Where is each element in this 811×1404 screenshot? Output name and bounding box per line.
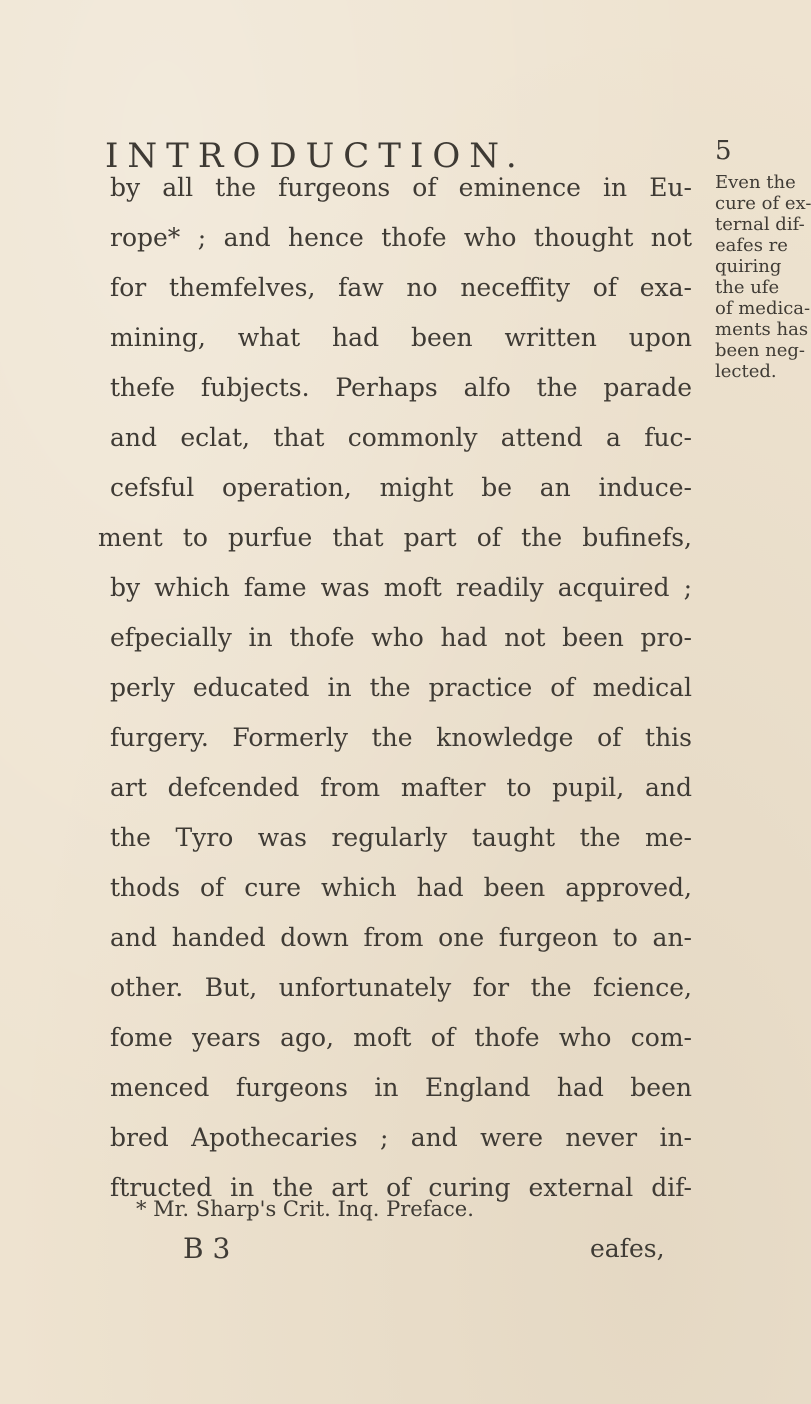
body-line: thods of cure which had been approved,: [110, 873, 692, 902]
facing-page-line: quiring: [715, 256, 782, 277]
body-line: perly educated in the practice of medical: [110, 673, 692, 702]
body-line: other. But, unfortunately for the fcience,: [110, 973, 692, 1002]
body-line: ftructed in the art of curing external dif-: [110, 1173, 692, 1202]
body-line: rope* ; and hence thofe who thought not: [110, 223, 692, 252]
facing-page-number: 5: [715, 136, 732, 166]
facing-page-line: the ufe: [715, 277, 780, 298]
facing-page-line: eafes re: [715, 235, 788, 256]
signature-mark: B 3: [183, 1232, 231, 1265]
footnote: * Mr. Sharp's Crit. Inq. Preface.: [136, 1197, 474, 1221]
body-text: [98, 163, 692, 1213]
body-line: fome years ago, moft of thofe who com-: [110, 1023, 692, 1052]
facing-page-margin-note: [710, 172, 811, 382]
body-line: and eclat, that commonly attend a fuc-: [110, 423, 692, 452]
body-line: efpecially in thofe who had not been pro-: [110, 623, 692, 652]
facing-page-line: been neg-: [715, 340, 805, 361]
body-line: mining, what had been written upon: [110, 323, 692, 352]
facing-page-line: cure of ex-: [715, 193, 811, 214]
facing-page-line: lected.: [715, 361, 777, 382]
body-line: art defcended from mafter to pupil, and: [110, 773, 692, 802]
body-line: thefe fubjects. Perhaps alfo the parade: [110, 373, 692, 402]
body-line: bred Apothecaries ; and were never in-: [110, 1123, 692, 1152]
body-line: furgery. Formerly the knowledge of this: [110, 723, 692, 752]
body-line: menced furgeons in England had been: [110, 1073, 692, 1102]
body-line: and handed down from one furgeon to an-: [110, 923, 692, 952]
running-head: INTRODUCTION.: [105, 136, 526, 176]
facing-page-edge: [710, 136, 811, 382]
facing-page-line: ments has: [715, 319, 809, 340]
body-line: ment to purfue that part of the bufinefs,: [98, 523, 692, 552]
catchword: eafes,: [590, 1234, 665, 1263]
body-line: for themfelves, faw no neceffity of exa-: [110, 273, 692, 302]
body-line: by which fame was moft readily acquired ;: [110, 573, 692, 602]
facing-page-line: Even the: [715, 172, 796, 193]
body-line: the Tyro was regularly taught the me-: [110, 823, 692, 852]
body-line: by all the furgeons of eminence in Eu-: [110, 173, 692, 202]
facing-page-line: of medica-: [715, 298, 811, 319]
body-line: cefsful operation, might be an induce-: [110, 473, 692, 502]
facing-page-line: ternal dif-: [715, 214, 805, 235]
